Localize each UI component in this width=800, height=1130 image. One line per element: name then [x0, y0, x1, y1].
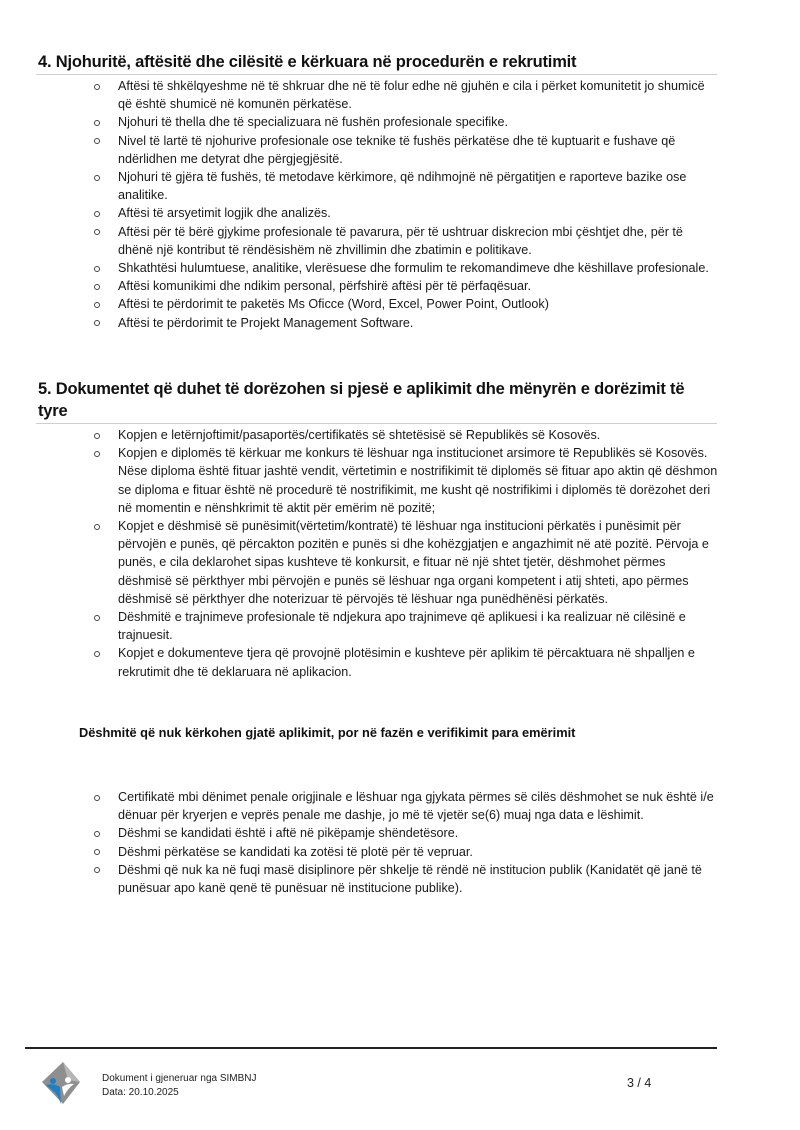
- bullet-icon: [94, 320, 100, 326]
- list-item: Aftësi te përdorimit te paketës Ms Oficce (Word, Excel, Power Point, Outlook): [94, 295, 718, 313]
- list-item: Aftësi të arsyetimit logjik dhe analizës.: [94, 204, 718, 222]
- list-item: Aftësi të shkëlqyeshme në të shkruar dhe në të folur edhe në gjuhën e cila i përket komunitetit jo shumicë që është shumicë në komunën përkatëse.: [94, 77, 718, 113]
- bullet-icon: [94, 433, 100, 439]
- bullet-icon: [94, 795, 100, 801]
- section-4-heading: 4. Njohuritë, aftësitë dhe cilësitë e kërkuara në procedurën e rekrutimit: [38, 53, 577, 71]
- bullet-icon: [94, 451, 100, 457]
- bullet-icon: [94, 524, 100, 530]
- list-item: Aftësi te përdorimit te Projekt Management Software.: [94, 314, 718, 332]
- bullet-icon: [94, 284, 100, 290]
- list-item: Kopjen e letërnjoftimit/pasaportës/certifikatës së shtetësisë së Republikës së Kosovës.: [94, 426, 718, 444]
- footer-generated-by: Dokument i gjeneruar nga SIMBNJ: [102, 1073, 257, 1084]
- section-4-list: [94, 77, 718, 332]
- bullet-icon: [94, 138, 100, 144]
- section-4-rule: [36, 74, 717, 75]
- list-item: Shkathtësi hulumtuese, analitike, vlerësuese dhe formulim te rekomandimeve dhe këshillave profesionale.: [94, 259, 718, 277]
- simbnj-logo-icon: [40, 1060, 82, 1106]
- bullet-icon: [94, 867, 100, 873]
- list-item: Kopjet e dokumenteve tjera që provojnë plotësimin e kushteve për aplikim të përcaktuara në shpalljen e rekrutimit dhe të deklaruara në aplikacion.: [94, 644, 718, 680]
- list-item: Dëshmi përkatëse se kandidati ka zotësi të plotë për të vepruar.: [94, 843, 718, 861]
- verification-list: [94, 788, 718, 897]
- list-item: Dëshmi se kandidati është i aftë në pikëpamje shëndetësore.: [94, 824, 718, 842]
- bullet-icon: [94, 84, 100, 90]
- list-item: Aftësi për të bërë gjykime profesionale të pavarura, për të ushtruar diskrecion mbi çështjet dhe, për të dhënë një kontribut të rëndësishëm në zhvillimin dhe zbatimin e politikave.: [94, 223, 718, 259]
- list-item: Dëshmi që nuk ka në fuqi masë disiplinore për shkelje të rëndë në institucion publik (Kanidatët që janë të punësuar apo kanë qenë të punësuar në institucione publike).: [94, 861, 718, 897]
- bullet-icon: [94, 831, 100, 837]
- section-5-list: [94, 426, 718, 681]
- footer-rule: [25, 1047, 717, 1049]
- section-5-heading: 5. Dokumentet që duhet të dorëzohen si pjesë e aplikimit dhe mënyrën e dorëzimit të tyre: [38, 380, 685, 420]
- bullet-icon: [94, 211, 100, 217]
- bullet-icon: [94, 615, 100, 621]
- list-item: Dëshmitë e trajnimeve profesionale të ndjekura apo trajnimeve që aplikuesi i ka realizuar në cilësinë e trajnuesit.: [94, 608, 718, 644]
- bullet-icon: [94, 651, 100, 657]
- bullet-icon: [94, 175, 100, 181]
- verification-heading: Dëshmitë që nuk kërkohen gjatë aplikimit, por në fazën e verifikimit para emërimit: [79, 725, 576, 740]
- list-item: Njohuri të thella dhe të specializuara në fushën profesionale specifike.: [94, 113, 718, 131]
- bullet-icon: [94, 266, 100, 272]
- list-item: Kopjen e diplomës të kërkuar me konkurs të lëshuar nga institucionet arsimore të Republikës së Kosovës. Nëse diploma është fituar jashtë vendit, vërtetimin e nostrifikimit të diplomës së fituar apo aktin që dëshmon se diploma e fituar është në procedurë të nostrifikimit, me kusht që nostrifikimi i diplomës të dorëzohet deri në momentin e nënshkrimit të aktit për emërim në pozitë;: [94, 444, 718, 517]
- section-5-rule: [36, 423, 717, 424]
- footer-date: Data: 20.10.2025: [102, 1087, 179, 1098]
- bullet-icon: [94, 120, 100, 126]
- list-item: Kopjet e dëshmisë së punësimit(vërtetim/kontratë) të lëshuar nga institucioni përkatës i punësimit për përvojën e punës, që përcakton pozitën e punës si dhe kohëzgjatjen e angazhimit në atë pozitë. Përvoja e punës, e cila deklarohet sipas kushteve të konkursit, e fituar në një shtet tjetër, dëshmohet përmes dëshmisë së përkthyer mbi përvojën e punës së lëshuar nga organi kompetent i atij shteti, apo përmes dëshmisë së përkthyer dhe noterizuar të përvojës të lëshuar nga punëdhënësi përkatës.: [94, 517, 718, 608]
- bullet-icon: [94, 302, 100, 308]
- list-item: Nivel të lartë të njohurive profesionale ose teknike të fushës përkatëse dhe të kuptuarit e fushave që ndërlidhen me detyrat dhe përgjegjësitë.: [94, 132, 718, 168]
- page-number: 3 / 4: [627, 1076, 652, 1090]
- footer-text: [102, 1072, 257, 1100]
- list-item: Aftësi komunikimi dhe ndikim personal, përfshirë aftësi për të përfaqësuar.: [94, 277, 718, 295]
- list-item: Njohuri të gjëra të fushës, të metodave kërkimore, që ndihmojnë në përgatitjen e raporteve bazike ose analitike.: [94, 168, 718, 204]
- bullet-icon: [94, 849, 100, 855]
- bullet-icon: [94, 229, 100, 235]
- list-item: Certifikatë mbi dënimet penale origjinale e lëshuar nga gjykata përmes së cilës dëshmohet se nuk është i/e dënuar për kryerjen e veprës penale me dashje, jo më të vjetër se(6) muaj nga data e lëshimit.: [94, 788, 718, 824]
